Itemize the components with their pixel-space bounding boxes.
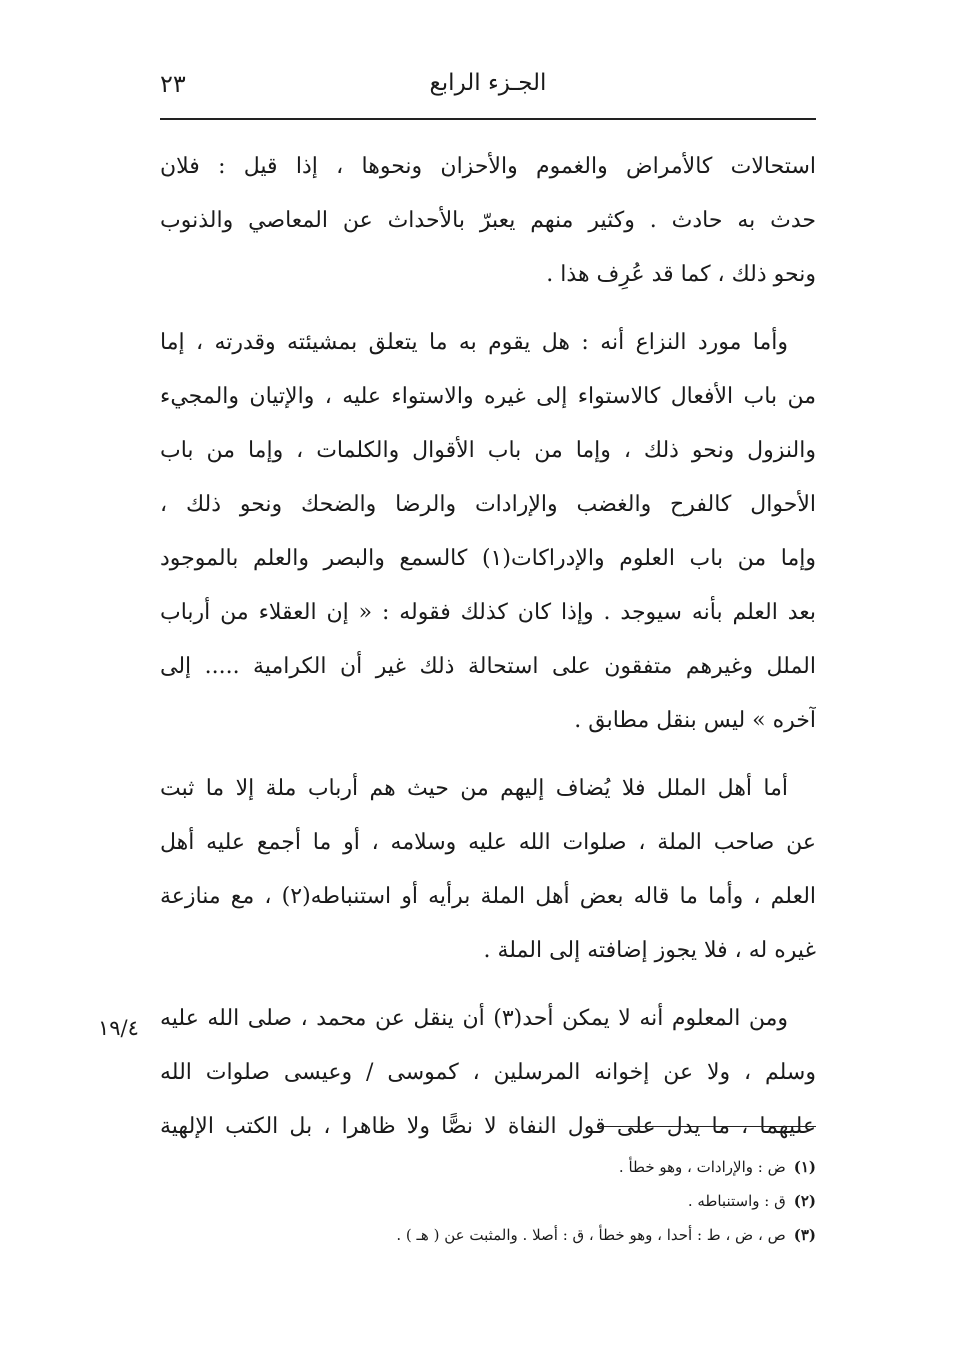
text-line: ونحو ذلك ، كما قد عُرِف هذا . xyxy=(546,262,816,287)
text-line: وإما من باب العلوم والإدراكات(١) كالسمع والبصر والعلم بالموجود xyxy=(160,546,816,571)
text-line: الأحوال كالفرح والغضب والإرادات والرضا والضحك ونحو ذلك ، xyxy=(160,492,816,517)
text-line: ومن المعلوم أنه لا يمكن أحد(٣) أن ينقل عن محمد ، صلى الله عليه xyxy=(160,1006,788,1031)
footnote-divider xyxy=(600,1126,816,1127)
text-line: عليهما ، ما يدل على قول النفاة لا نصًّا ولا ظاهرا ، بل الكتب الإلهية xyxy=(160,1114,816,1139)
text-line: حدث به حادث . وكثير منهم يعبرّ بالأحداث عن المعاصي والذنوب xyxy=(160,208,816,233)
text-line: الملل وغيرهم متفقون على استحالة ذلك غير أن الكرامية ..... إلى xyxy=(160,654,816,679)
paragraph-2 xyxy=(160,316,816,748)
text-line: وسلم ، ولا عن إخوانه المرسلين ، كموسى / وعيسى صلوات الله xyxy=(160,1060,816,1085)
text-line: استحالات كالأمراض والغموم والأحزان ونحوها ، إذا قيل : فلان xyxy=(160,154,816,179)
footnote-number: (١) xyxy=(793,1158,816,1176)
footnotes xyxy=(200,1150,816,1252)
footnote-number: (٣) xyxy=(793,1226,816,1244)
footnote-2 xyxy=(200,1184,816,1218)
footnote-number: (٢) xyxy=(793,1192,816,1210)
text-line: والنزول ونحو ذلك ، وإما من باب الأقوال والكلمات ، وإما من باب xyxy=(160,438,816,463)
paragraph-1 xyxy=(160,140,816,302)
header-divider xyxy=(160,118,816,120)
footnote-text: ص ، ض ، ط : أحدا ، وهو خطأ ، ق : أصلا . والمثبت عن ( هـ ) . xyxy=(396,1226,786,1244)
page-header xyxy=(160,64,816,112)
text-line: عن صاحب الملة ، صلوات الله عليه وسلامه ، أو ما أجمع عليه أهل xyxy=(160,830,816,855)
paragraph-4 xyxy=(160,992,816,1154)
page-number: ٢٣ xyxy=(160,70,186,98)
footnote-text: ق : واستنباطه . xyxy=(687,1192,786,1210)
footnote-1 xyxy=(200,1150,816,1184)
text-line: بعد العلم بأنه سيوجد . وإذا كان كذلك فقوله : « إن العقلاء من أرباب xyxy=(160,600,816,625)
text-line: وأما مورد النزاع أنه : هل يقوم به ما يتعلق بمشيئته وقدرته ، إما xyxy=(160,330,788,355)
margin-page-reference: ١٩/٤ xyxy=(98,1016,139,1040)
running-title: الجـزء الرابع xyxy=(429,70,547,96)
text-line: من باب الأفعال كالاستواء إلى غيره والاستواء عليه ، والإتيان والمجيء xyxy=(160,384,816,409)
text-line: آخره » ليس بنقل مطابق . xyxy=(574,708,816,733)
paragraph-3 xyxy=(160,762,816,978)
text-line: أما أهل الملل فلا يُضاف إليهم من حيث هم أرباب ملة إلا ما ثبت xyxy=(160,776,788,801)
footnote-text: ض : والإرادات ، وهو خطأ . xyxy=(618,1158,786,1176)
main-text xyxy=(160,140,816,1168)
text-line: غيره له ، فلا يجوز إضافته إلى الملة . xyxy=(483,938,816,963)
text-line: العلم ، وأما ما قاله بعض أهل الملة برأيه أو استنباطه(٢) ، مع منازعة xyxy=(160,884,816,909)
footnote-3 xyxy=(200,1218,816,1252)
